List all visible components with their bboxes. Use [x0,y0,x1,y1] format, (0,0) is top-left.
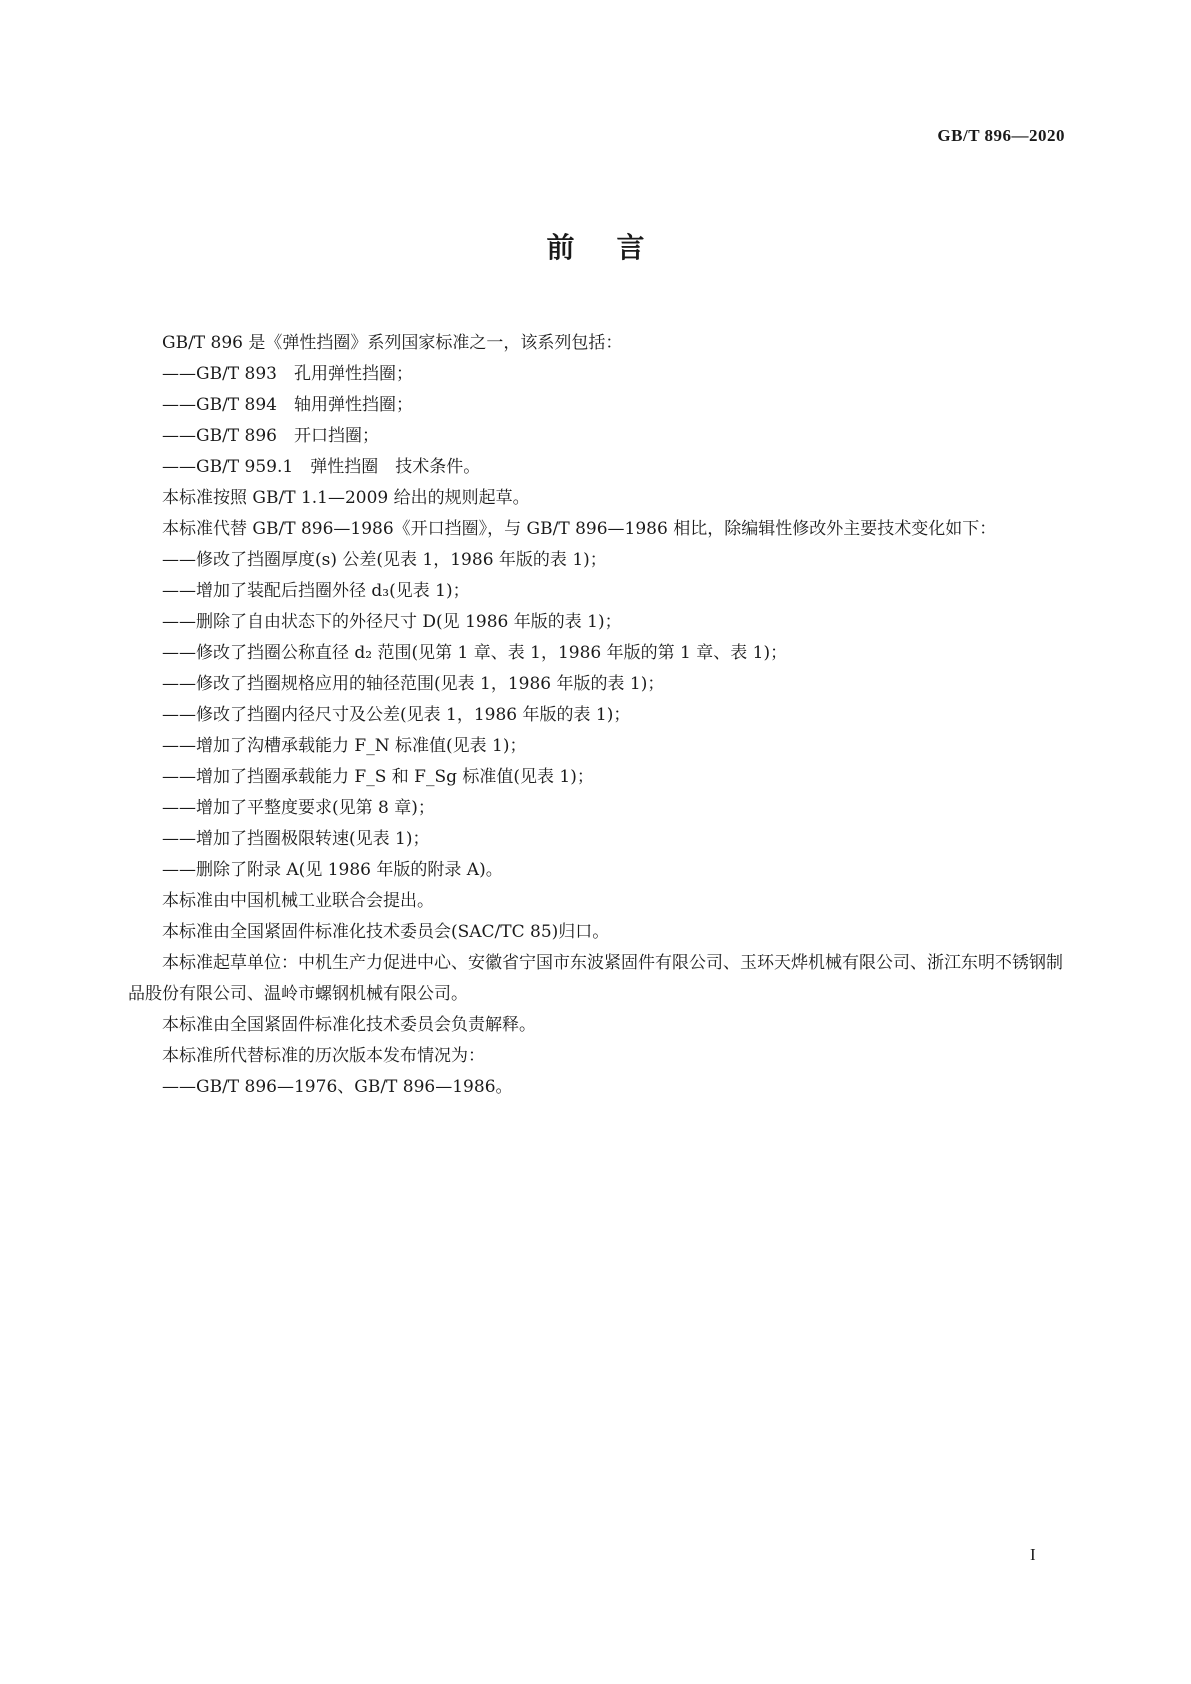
list-item-gbt959: ——GB/T 959.1 弹性挡圈 技术条件。 [162,457,481,477]
history-item: ——GB/T 896—1976、GB/T 896—1986。 [162,1077,513,1097]
change-item: ——修改了挡圈厚度(s) 公差(见表 1，1986 年版的表 1)； [162,550,607,570]
change-item: ——增加了挡圈极限转速(见表 1)； [162,829,430,849]
foreword-body [128,328,1064,1103]
paragraph-administrator: 本标准由全国紧固件标准化技术委员会(SAC/TC 85)归口。 [162,922,610,942]
change-item: ——增加了平整度要求(见第 8 章)； [162,798,435,818]
list-item-gbt894: ——GB/T 894 轴用弹性挡圈； [162,395,413,415]
page-title: 前言 [546,231,687,264]
paragraph-replaces: 本标准代替 GB/T 896—1986《开口挡圈》，与 GB/T 896—1986 相比，除编辑性修改外主要技术变化如下： [162,519,997,539]
change-item: ——删除了附录 A(见 1986 年版的附录 A)。 [162,860,503,880]
paragraph-proposer: 本标准由中国机械工业联合会提出。 [162,891,434,911]
page-number: I [1030,1545,1036,1564]
change-item: ——删除了自由状态下的外径尺寸 D(见 1986 年版的表 1)； [162,612,622,632]
paragraph-drafting-rules: 本标准按照 GB/T 1.1—2009 给出的规则起草。 [162,488,530,508]
change-item: ——修改了挡圈公称直径 d₂ 范围(见第 1 章、表 1，1986 年版的第 1 章、表 1)； [162,643,788,663]
change-item: ——增加了挡圈承载能力 F_S 和 F_Sg 标准值(见表 1)； [162,767,594,787]
list-item-gbt896: ——GB/T 896 开口挡圈； [162,426,379,446]
change-item: ——修改了挡圈规格应用的轴径范围(见表 1，1986 年版的表 1)； [162,674,665,694]
paragraph-history-intro: 本标准所代替标准的历次版本发布情况为： [162,1046,485,1066]
paragraph-interpretation: 本标准由全国紧固件标准化技术委员会负责解释。 [162,1015,536,1035]
list-item-gbt893: ——GB/T 893 孔用弹性挡圈； [162,364,413,384]
change-item: ——修改了挡圈内径尺寸及公差(见表 1，1986 年版的表 1)； [162,705,631,725]
paragraph-series-intro: GB/T 896 是《弹性挡圈》系列国家标准之一，该系列包括： [162,333,623,353]
paragraph-drafters: 本标准起草单位：中机生产力促进中心、安徽省宁国市东波紧固件有限公司、玉环天烨机械有限公司、浙江东明不锈钢制品股份有限公司、温岭市螺钢机械有限公司。 [128,953,1063,1004]
standard-number: GB/T 896—2020 [937,126,1065,145]
change-item: ——增加了沟槽承载能力 F_N 标准值(见表 1)； [162,736,527,756]
change-item: ——增加了装配后挡圈外径 d₃(见表 1)； [162,581,470,601]
